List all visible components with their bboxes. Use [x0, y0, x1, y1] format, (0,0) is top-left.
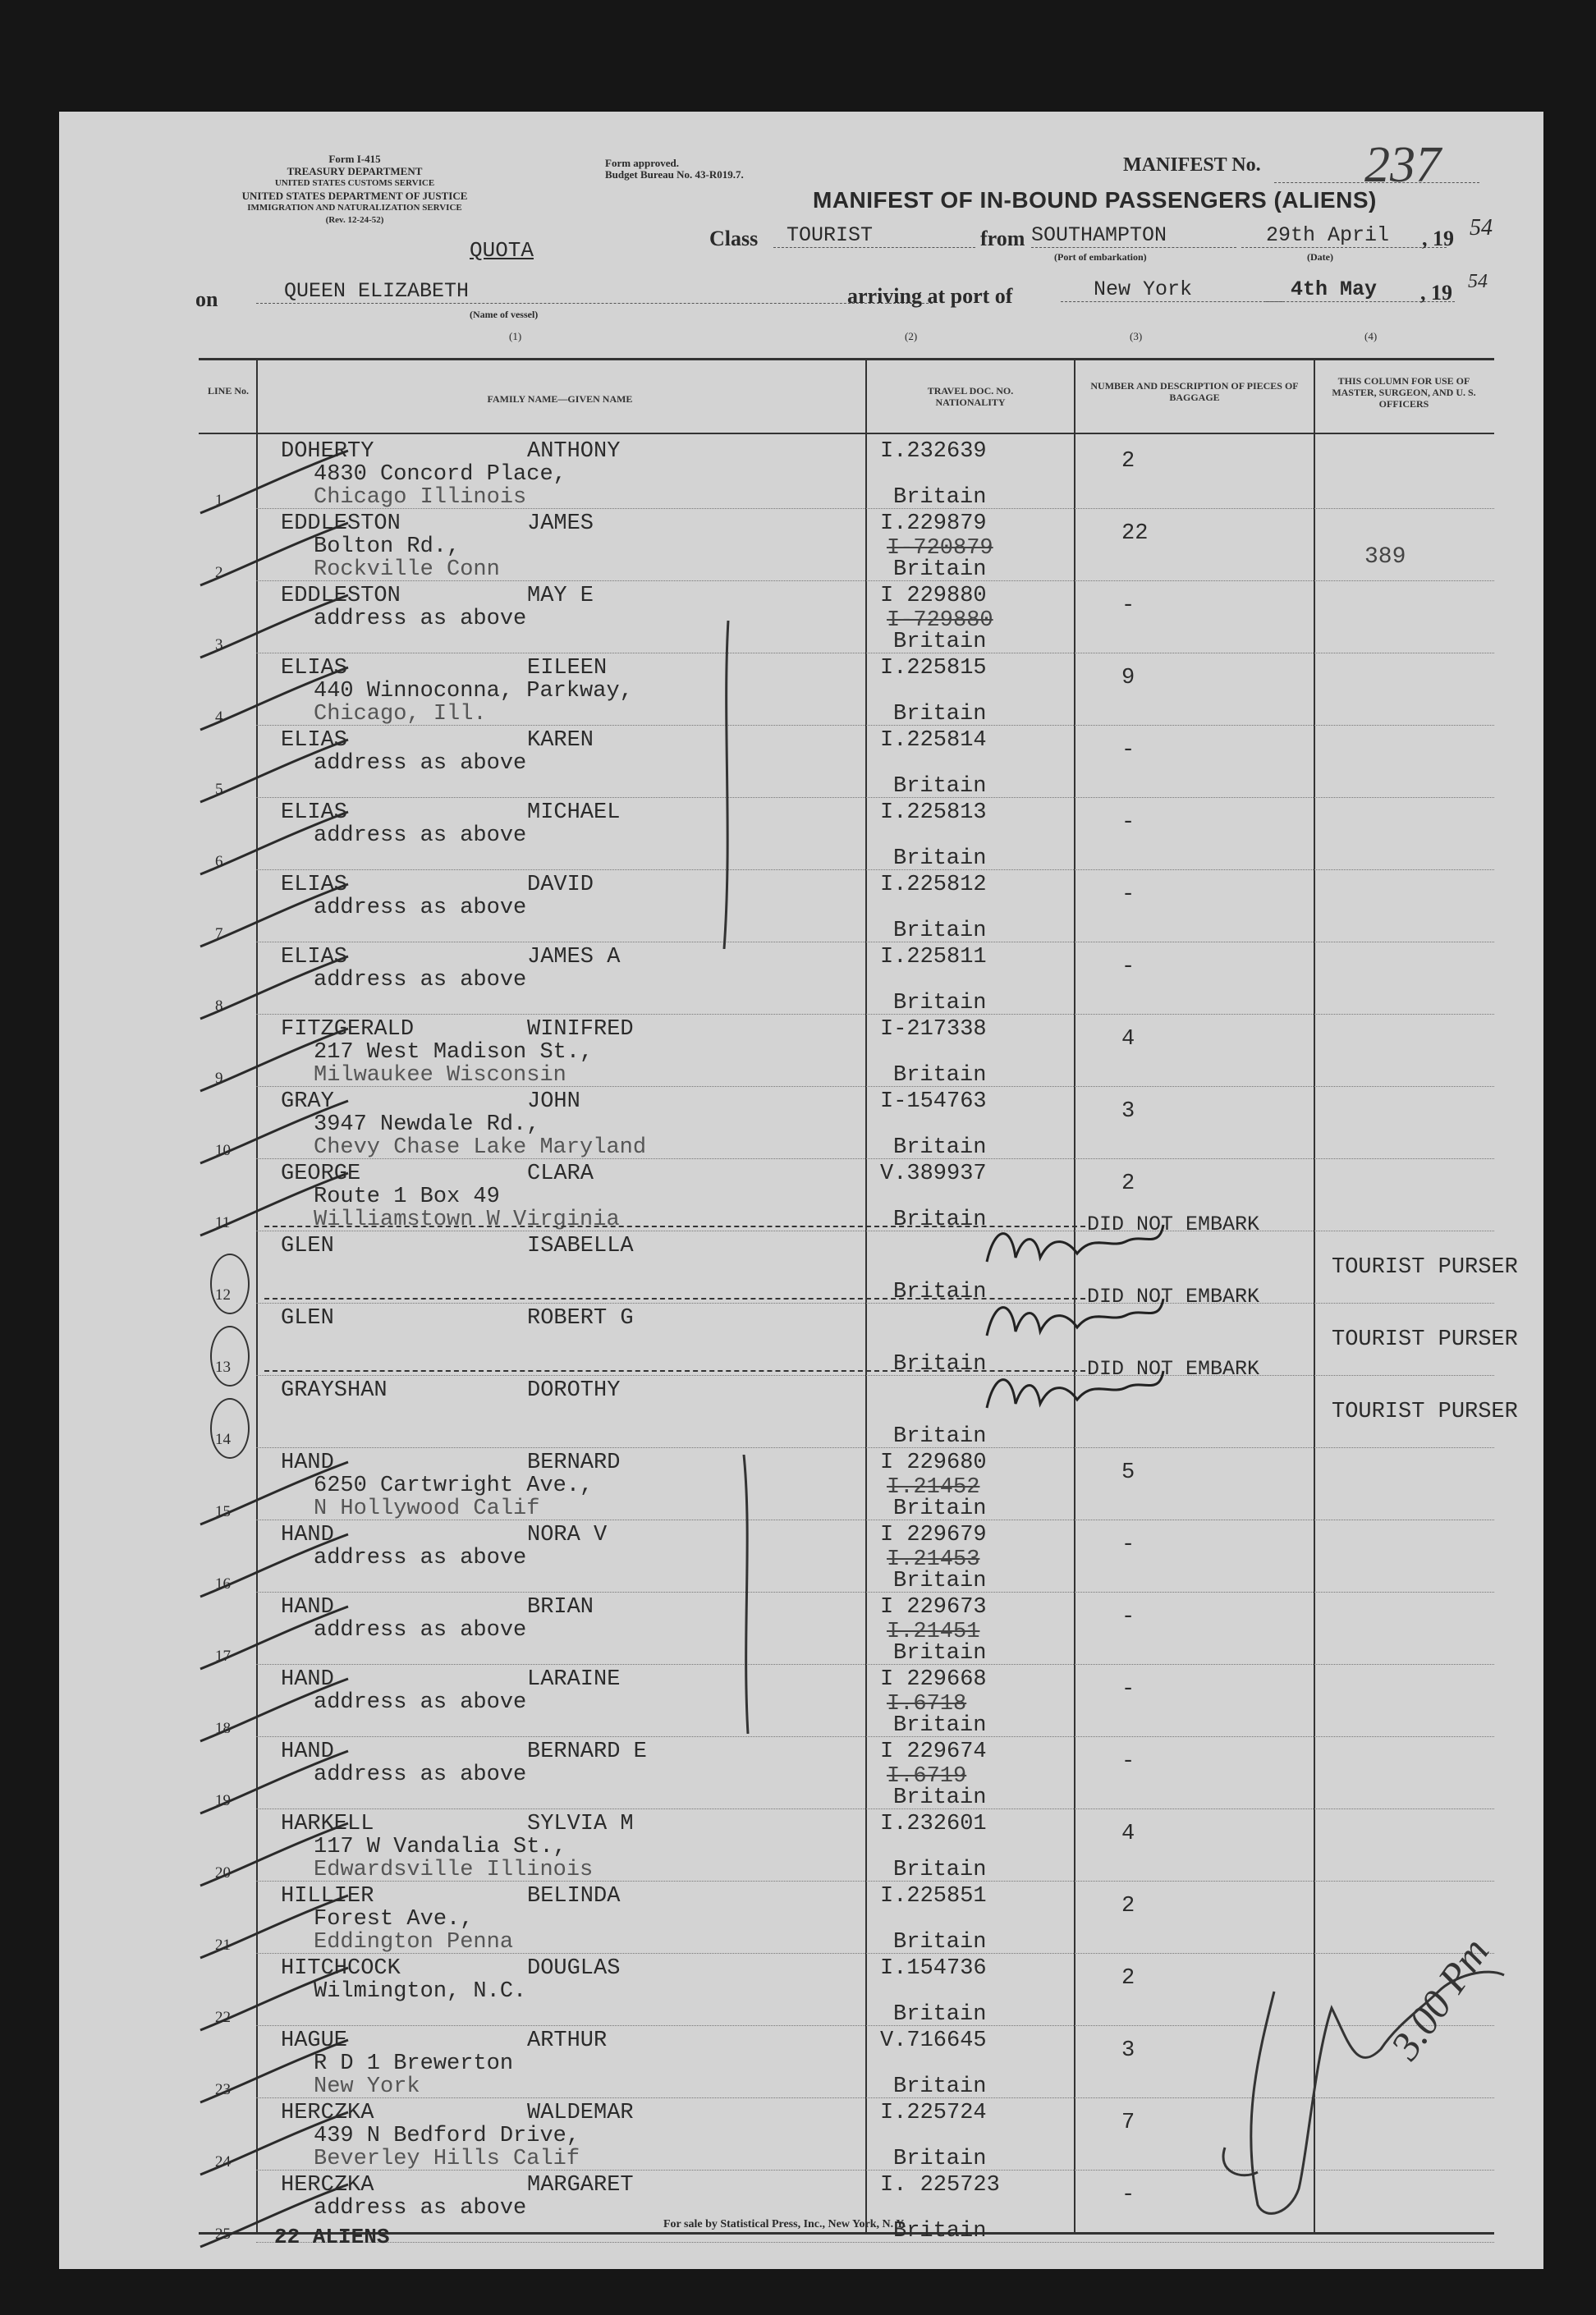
manifest-number-line — [1274, 182, 1479, 183]
line-number: 6 — [215, 853, 223, 870]
did-not-embark: DID NOT EMBARK — [1087, 1213, 1260, 1236]
strike-line — [264, 1226, 1085, 1227]
nationality: Britain — [893, 1569, 987, 1593]
baggage-count: - — [1121, 1749, 1135, 1774]
address-line-1: address as above — [314, 1690, 527, 1715]
family-name: HITCHCOCK — [281, 1956, 401, 1981]
nationality: Britain — [893, 557, 987, 582]
row-rule — [256, 580, 1494, 581]
travel-doc-number: V.716645 — [880, 2028, 987, 2053]
address-line-2: Beverley Hills Calif — [314, 2147, 580, 2171]
table-row — [199, 510, 1494, 582]
row-rule — [256, 1664, 1494, 1665]
old-doc-number: I.21451 — [887, 1620, 980, 1644]
given-name: MAY E — [527, 584, 594, 608]
from-label: from — [980, 227, 1025, 250]
old-doc-number: I.21452 — [887, 1475, 980, 1500]
given-name: WALDEMAR — [527, 2101, 634, 2125]
nationality: Britain — [893, 2074, 987, 2099]
justice-dept: UNITED STATES DEPARTMENT OF JUSTICE — [241, 190, 468, 202]
nationality: Britain — [893, 2002, 987, 2027]
line-number: 20 — [215, 1864, 231, 1882]
address-line-1: address as above — [314, 607, 527, 631]
line-number: 5 — [215, 781, 223, 798]
row-rule — [256, 1953, 1494, 1954]
nationality: Britain — [893, 702, 987, 727]
row-rule — [256, 1736, 1494, 1737]
travel-doc-number: I.225813 — [880, 800, 987, 825]
address-line-1: 439 N Bedford Drive, — [314, 2124, 580, 2148]
given-name: LARAINE — [527, 1667, 621, 1692]
family-name: GRAYSHAN — [281, 1378, 388, 1403]
address-line-1: R D 1 Brewerton — [314, 2051, 514, 2076]
address-line-2: Edwardsville Illinois — [314, 1858, 594, 1882]
baggage-count: 2 — [1121, 1894, 1135, 1918]
address-line-1: address as above — [314, 968, 527, 992]
row-rule — [256, 1158, 1494, 1159]
family-name: FITZGERALD — [281, 1017, 415, 1042]
header-divider — [199, 433, 1494, 434]
given-name: SYLVIA M — [527, 1812, 634, 1836]
travel-doc-number: I-154763 — [880, 1089, 987, 1114]
address-line-1: address as above — [314, 896, 527, 920]
line-number: 22 — [215, 2009, 231, 2026]
table-row — [199, 654, 1494, 727]
line-number: 18 — [215, 1720, 231, 1737]
address-line-1: Wilmington, N.C. — [314, 1979, 527, 2004]
baggage-count: 4 — [1121, 1027, 1135, 1052]
row-rule — [256, 1592, 1494, 1593]
arriving-label: arriving at port of — [847, 284, 1013, 308]
family-name: EDDLESTON — [281, 511, 401, 536]
table-row — [199, 2027, 1494, 2099]
nationality: Britain — [893, 630, 987, 654]
given-name: BELINDA — [527, 1884, 621, 1909]
col-header-officers: THIS COLUMN FOR USE OF MASTER, SURGEON, AND U. S. OFFICERS — [1332, 375, 1476, 410]
family-name: HARKELL — [281, 1812, 374, 1836]
class-value: TOURIST — [773, 223, 975, 248]
address-line-1: address as above — [314, 1763, 527, 1787]
family-name: HILLIER — [281, 1884, 374, 1909]
travel-doc-number: I.154736 — [880, 1956, 987, 1981]
address-line-1: address as above — [314, 823, 527, 848]
table-row — [199, 1810, 1494, 1882]
family-name: GRAY — [281, 1089, 334, 1114]
given-name: JOHN — [527, 1089, 580, 1114]
table-row — [199, 2171, 1494, 2244]
class-label: Class — [709, 227, 759, 250]
family-name: ELIAS — [281, 656, 348, 681]
family-name: GLEN — [281, 1234, 334, 1258]
family-name: GEORGE — [281, 1162, 361, 1186]
address-line-1: 217 West Madison St., — [314, 1040, 594, 1065]
baggage-count: - — [1121, 594, 1135, 618]
given-name: ARTHUR — [527, 2028, 608, 2053]
strike-line — [264, 1370, 1085, 1372]
travel-doc-number: I-217338 — [880, 1017, 987, 1042]
nationality: Britain — [893, 1858, 987, 1882]
line-number: 7 — [215, 925, 223, 942]
address-line-1: 440 Winnoconna, Parkway, — [314, 679, 633, 704]
nationality: Britain — [893, 991, 987, 1015]
form-approval — [605, 158, 744, 181]
address-line-1: 4830 Concord Place, — [314, 462, 566, 487]
line-number: 17 — [215, 1648, 231, 1665]
baggage-count: - — [1121, 1533, 1135, 1557]
line-number: 8 — [215, 997, 223, 1015]
address-line-2: Chevy Chase Lake Maryland — [314, 1135, 647, 1160]
approved-text: Form approved. — [605, 157, 680, 169]
handwritten-time: 3.00 Pm — [1381, 1929, 1498, 2068]
col-header-name: FAMILY NAME—GIVEN NAME — [487, 393, 633, 405]
table-row — [199, 582, 1494, 654]
line-number: 4 — [215, 708, 223, 726]
baggage-count: 22 — [1121, 521, 1149, 546]
row-rule — [256, 508, 1494, 509]
given-name: KAREN — [527, 728, 594, 753]
baggage-count: 2 — [1121, 449, 1135, 474]
given-name: NORA V — [527, 1523, 608, 1547]
row-rule — [256, 797, 1494, 798]
row-rule — [256, 1086, 1494, 1087]
table-row — [199, 2099, 1494, 2171]
address-line-1: 117 W Vandalia St., — [314, 1835, 566, 1859]
revision-date: (Rev. 12-24-52) — [325, 215, 384, 225]
family-name: GLEN — [281, 1306, 334, 1331]
col-header-baggage: NUMBER AND DESCRIPTION OF PIECES OF BAGGAGE — [1090, 380, 1299, 403]
quota-label: QUOTA — [470, 238, 534, 263]
baggage-count: 2 — [1121, 1171, 1135, 1196]
row-rule — [256, 1808, 1494, 1809]
year-suffix: 54 — [1470, 215, 1493, 241]
given-name: BERNARD E — [527, 1740, 647, 1764]
baggage-count: 3 — [1121, 1099, 1135, 1124]
arrival-year-prefix: , 19 — [1420, 281, 1452, 305]
footer-aliens-count: 22 ALIENS — [274, 2225, 390, 2249]
did-not-embark: DID NOT EMBARK — [1087, 1285, 1260, 1309]
nationality: Britain — [893, 1786, 987, 1810]
table-row — [199, 1882, 1494, 1955]
travel-doc-number: I 229880 — [880, 584, 987, 608]
address-line-2: New York — [314, 2074, 420, 2099]
nationality: Britain — [893, 1208, 987, 1232]
baggage-count: - — [1121, 955, 1135, 979]
embark-date: 29th April — [1241, 223, 1447, 248]
treasury-dept: TREASURY DEPARTMENT — [287, 165, 423, 177]
manifest-sheet — [59, 112, 1543, 2269]
line-number: 13 — [215, 1359, 231, 1376]
baggage-count: - — [1121, 882, 1135, 907]
table-row — [199, 799, 1494, 871]
address-line-2: Chicago, Ill. — [314, 702, 487, 727]
table-row — [199, 1449, 1494, 1521]
purser-note: TOURIST PURSER — [1332, 1400, 1518, 1424]
travel-doc-number: I 229673 — [880, 1595, 987, 1620]
row-rule — [256, 725, 1494, 726]
family-name: HAGUE — [281, 2028, 348, 2053]
family-name: HAND — [281, 1595, 334, 1620]
table-row — [199, 1015, 1494, 1088]
nationality: Britain — [893, 1641, 987, 1666]
arrival-port: New York — [1061, 277, 1282, 302]
col-num-1: (1) — [509, 330, 522, 342]
given-name: CLARA — [527, 1162, 594, 1186]
old-doc-number: I.6718 — [887, 1692, 967, 1717]
nationality: Britain — [893, 1352, 987, 1377]
travel-doc-number: I.225814 — [880, 728, 987, 753]
manifest-number-label: MANIFEST No. — [1123, 154, 1261, 176]
line-number: 15 — [215, 1503, 231, 1520]
travel-doc-number: I.225724 — [880, 2101, 987, 2125]
family-name: HERCZKA — [281, 2173, 374, 2198]
given-name: ROBERT G — [527, 1306, 634, 1331]
row-rule — [256, 1303, 1494, 1304]
travel-doc-number: I 229679 — [880, 1523, 987, 1547]
old-doc-number: I.21453 — [887, 1547, 980, 1572]
baggage-count: - — [1121, 738, 1135, 763]
given-name: JAMES — [527, 511, 594, 536]
baggage-count: 9 — [1121, 666, 1135, 690]
nationality: Britain — [893, 485, 987, 510]
family-name: EDDLESTON — [281, 584, 401, 608]
nationality: Britain — [893, 1063, 987, 1088]
purser-note: TOURIST PURSER — [1332, 1327, 1518, 1352]
address-line-1: Forest Ave., — [314, 1907, 474, 1932]
given-name: DOROTHY — [527, 1378, 621, 1403]
line-number: 19 — [215, 1792, 231, 1809]
line-number: 9 — [215, 1070, 223, 1087]
family-name: HERCZKA — [281, 2101, 374, 2125]
table-row — [199, 1666, 1494, 1738]
travel-doc-number: I 229668 — [880, 1667, 987, 1692]
row-rule — [256, 2242, 1494, 2243]
row-rule — [256, 2097, 1494, 2098]
old-doc-number: I-729880 — [887, 608, 993, 633]
given-name: MICHAEL — [527, 800, 621, 825]
strike-line — [264, 1298, 1085, 1300]
address-line-1: address as above — [314, 751, 527, 776]
baggage-count: - — [1121, 2183, 1135, 2207]
line-number: 14 — [215, 1431, 231, 1448]
ins-service: IMMIGRATION AND NATURALIZATION SERVICE — [247, 203, 462, 213]
col-num-3: (3) — [1130, 330, 1143, 342]
travel-doc-number: I 229680 — [880, 1451, 987, 1475]
nationality: Britain — [893, 2147, 987, 2171]
family-name: HAND — [281, 1523, 334, 1547]
travel-doc-number: I.229879 — [880, 511, 987, 536]
nationality: Britain — [893, 1713, 987, 1738]
nationality: Britain — [893, 774, 987, 799]
footer-printer: For sale by Statistical Press, Inc., New York, N. Y. — [663, 2218, 906, 2230]
address-line-2: N Hollywood Calif — [314, 1497, 540, 1521]
customs-service: UNITED STATES CUSTOMS SERVICE — [274, 178, 435, 188]
col-header-line: LINE No. — [207, 385, 249, 397]
table-row — [199, 943, 1494, 1015]
line-number: 3 — [215, 636, 223, 653]
arrival-date: 4th May — [1266, 277, 1455, 302]
address-line-2: Milwaukee Wisconsin — [314, 1063, 566, 1088]
nationality: Britain — [893, 919, 987, 943]
baggage-count: 4 — [1121, 1822, 1135, 1846]
row-rule — [256, 1447, 1494, 1448]
row-rule — [256, 869, 1494, 870]
table-row — [199, 1160, 1494, 1232]
line-number: 16 — [215, 1575, 231, 1593]
did-not-embark: DID NOT EMBARK — [1087, 1357, 1260, 1381]
table-row — [199, 1521, 1494, 1593]
nationality: Britain — [893, 846, 987, 871]
address-line-2: Chicago Illinois — [314, 485, 527, 510]
given-name: MARGARET — [527, 2173, 634, 2198]
side-number: 389 — [1364, 544, 1406, 570]
table-row — [199, 1955, 1494, 2027]
family-name: HAND — [281, 1667, 334, 1692]
given-name: DOUGLAS — [527, 1956, 621, 1981]
col-header-doc: TRAVEL DOC. NO. NATIONALITY — [927, 385, 1014, 408]
manifest-number: 237 — [1364, 137, 1441, 193]
family-name: ELIAS — [281, 728, 348, 753]
travel-doc-number: I. 225723 — [880, 2173, 1000, 2198]
family-name: ELIAS — [281, 873, 348, 897]
table-row — [199, 1738, 1494, 1810]
line-number: 25 — [215, 2226, 231, 2243]
nationality: Britain — [893, 1135, 987, 1160]
travel-doc-number: I 229674 — [880, 1740, 987, 1764]
baggage-count: - — [1121, 810, 1135, 835]
address-line-1: 3947 Newdale Rd., — [314, 1112, 540, 1137]
budget-bureau: Budget Bureau No. 43-R019.7. — [605, 168, 744, 181]
baggage-count: 3 — [1121, 2038, 1135, 2063]
nationality: Britain — [893, 1280, 987, 1304]
nationality: Britain — [893, 2219, 987, 2244]
purser-note: TOURIST PURSER — [1332, 1255, 1518, 1280]
line-number: 23 — [215, 2081, 231, 2098]
line-number: 10 — [215, 1142, 231, 1159]
baggage-count: 7 — [1121, 2111, 1135, 2135]
address-line-1: address as above — [314, 2196, 527, 2221]
form-number: Form I-415 — [328, 153, 381, 165]
vessel-note: (Name of vessel) — [470, 309, 539, 320]
given-name: ANTHONY — [527, 439, 621, 464]
given-name: DAVID — [527, 873, 594, 897]
table-row — [199, 1593, 1494, 1666]
row-rule — [256, 2170, 1494, 2171]
family-name: HAND — [281, 1740, 334, 1764]
given-name: EILEEN — [527, 656, 608, 681]
row-rule — [256, 1375, 1494, 1376]
line-number: 24 — [215, 2153, 231, 2171]
address-line-1: Bolton Rd., — [314, 534, 461, 559]
travel-doc-number: I.232601 — [880, 1812, 987, 1836]
address-line-2: Eddington Penna — [314, 1930, 514, 1955]
address-line-1: address as above — [314, 1618, 527, 1643]
given-name: BERNARD — [527, 1451, 621, 1475]
row-rule — [256, 2025, 1494, 2026]
family-name: HAND — [281, 1451, 334, 1475]
given-name: BRIAN — [527, 1595, 594, 1620]
family-name: ELIAS — [281, 800, 348, 825]
on-label: on — [195, 287, 218, 311]
baggage-count: - — [1121, 1677, 1135, 1702]
line-number: 2 — [215, 564, 223, 581]
travel-doc-number: I.225812 — [880, 873, 987, 897]
given-name: ISABELLA — [527, 1234, 634, 1258]
address-line-1: address as above — [314, 1546, 527, 1570]
col-num-2: (2) — [905, 330, 918, 342]
travel-doc-number: I.225815 — [880, 656, 987, 681]
embark-port-note: (Port of embarkation) — [1054, 251, 1147, 263]
form-agency-block — [199, 153, 511, 227]
given-name: WINIFRED — [527, 1017, 634, 1042]
table-row — [199, 1088, 1494, 1160]
travel-doc-number: I.225811 — [880, 945, 987, 970]
embark-port: SOUTHAMPTON — [1031, 223, 1236, 248]
nationality: Britain — [893, 1930, 987, 1955]
family-name: ELIAS — [281, 945, 348, 970]
nationality: Britain — [893, 1497, 987, 1521]
embark-date-note: (Date) — [1307, 251, 1333, 263]
address-line-1: Route 1 Box 49 — [314, 1185, 500, 1209]
line-number: 21 — [215, 1937, 231, 1954]
travel-doc-number: I.225851 — [880, 1884, 987, 1909]
table-row — [199, 438, 1494, 510]
row-rule — [256, 1881, 1494, 1882]
manifest-title: MANIFEST OF IN-BOUND PASSENGERS (ALIENS) — [813, 187, 1377, 213]
table-row — [199, 727, 1494, 799]
baggage-count: - — [1121, 1605, 1135, 1630]
family-name: DOHERTY — [281, 439, 374, 464]
travel-doc-number: I.232639 — [880, 439, 987, 464]
line-number: 12 — [215, 1286, 231, 1304]
table-row — [199, 871, 1494, 943]
old-doc-number: I-720879 — [887, 536, 993, 561]
given-name: JAMES A — [527, 945, 621, 970]
address-line-2: Williamstown W Virginia — [314, 1208, 620, 1232]
arrival-year-suffix: 54 — [1468, 271, 1488, 292]
vessel-name: QUEEN ELIZABETH — [256, 279, 933, 304]
line-number: 1 — [215, 492, 223, 509]
nationality: Britain — [893, 1424, 987, 1449]
year-prefix: , 19 — [1422, 227, 1454, 250]
address-line-2: Rockville Conn — [314, 557, 500, 582]
baggage-count: 5 — [1121, 1460, 1135, 1485]
old-doc-number: I.6719 — [887, 1764, 967, 1789]
col-num-4: (4) — [1364, 330, 1378, 342]
travel-doc-number: V.389937 — [880, 1162, 987, 1186]
line-number: 11 — [215, 1214, 231, 1231]
row-rule — [256, 1014, 1494, 1015]
baggage-count: 2 — [1121, 1966, 1135, 1991]
address-line-1: 6250 Cartwright Ave., — [314, 1474, 594, 1498]
